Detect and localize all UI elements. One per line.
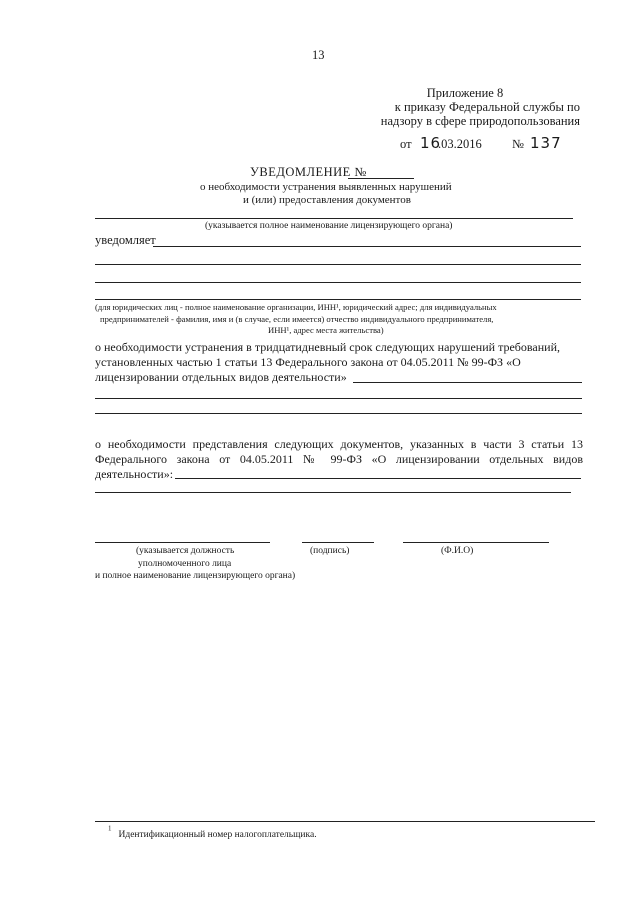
notifies-blank-line-2: [95, 264, 581, 265]
footnote-separator: [95, 821, 595, 822]
name-blank-line: [403, 542, 549, 543]
documents-line-2: Федерального закона от 04.05.2011 № 99-ФЗ «О лицензировании отдельных видов: [95, 452, 583, 466]
number-prefix: №: [512, 137, 524, 151]
signature-blank-line: [302, 542, 374, 543]
footnote: [108, 824, 317, 842]
documents-blank-line-2: [95, 492, 571, 493]
violations-line-1: о необходимости устранения в тридцатидневный срок следующих нарушений требований,: [95, 340, 560, 354]
notice-number-blank: [348, 178, 414, 179]
appendix-agency-line: надзору в сфере природопользования: [380, 114, 580, 128]
notifies-blank-line-4: [95, 299, 581, 300]
licensee-caption-2: предпринимателей - фамилия, имя и (в случае, если имеется) отчество индивидуального предпринимателя,: [100, 314, 494, 324]
violations-blank-line-3: [95, 413, 582, 414]
appendix-title: Приложение 8: [426, 86, 504, 100]
notifies-blank-line-3: [95, 282, 581, 283]
page-number: 13: [312, 48, 325, 62]
date-rest: .03.2016: [438, 137, 482, 151]
sign-caption: (подпись): [310, 546, 350, 556]
position-caption-3: и полное наименование лицензирующего органа): [95, 571, 296, 581]
footnote-mark: 1: [108, 824, 112, 833]
notice-subtitle-2: и (или) предоставления документов: [243, 194, 411, 206]
violations-blank-line-1: [353, 382, 582, 383]
organ-caption: (указывается полное наименование лицензирующего органа): [205, 221, 453, 231]
date-day-handwritten: 16: [420, 134, 442, 152]
licensee-caption-1: (для юридических лиц - полное наименование организации, ИНН¹, юридический адрес; для индивидуальных: [95, 302, 497, 312]
number-handwritten: 137: [530, 134, 562, 152]
licensee-caption-3: ИНН¹, адрес места жительства): [268, 325, 384, 335]
documents-line-3: деятельности»:: [95, 467, 174, 481]
notifies-blank-line-1: [153, 246, 581, 247]
documents-paragraph: [95, 437, 583, 482]
position-caption-1: (указывается должность: [136, 546, 235, 556]
appendix-header: [340, 86, 580, 128]
violations-line-2: установленных частью 1 статьи 13 Федерального закона от 04.05.2011 № 99-ФЗ «О: [95, 355, 521, 369]
name-caption: (Ф.И.О): [441, 546, 474, 556]
date-prefix: от: [400, 137, 412, 151]
notifies-label: уведомляет: [95, 233, 156, 247]
position-blank-line: [95, 542, 270, 543]
footnote-text: Идентификационный номер налогоплательщика.: [118, 830, 317, 840]
notice-subtitle-1: о необходимости устранения выявленных нарушений: [200, 181, 452, 193]
documents-line-1: о необходимости представления следующих документов, указанных в части 3 статьи 13: [95, 437, 583, 451]
violations-blank-line-2: [95, 398, 582, 399]
order-date-number: [400, 134, 580, 156]
documents-blank-line-1: [175, 478, 581, 479]
organ-blank-line: [95, 218, 573, 219]
violations-line-3: лицензировании отдельных видов деятельности»: [95, 370, 347, 384]
position-caption-2: уполномоченного лица: [138, 559, 232, 569]
notice-title: УВЕДОМЛЕНИЕ №: [250, 165, 367, 179]
appendix-order-line: к приказу Федеральной службы по: [394, 100, 580, 114]
